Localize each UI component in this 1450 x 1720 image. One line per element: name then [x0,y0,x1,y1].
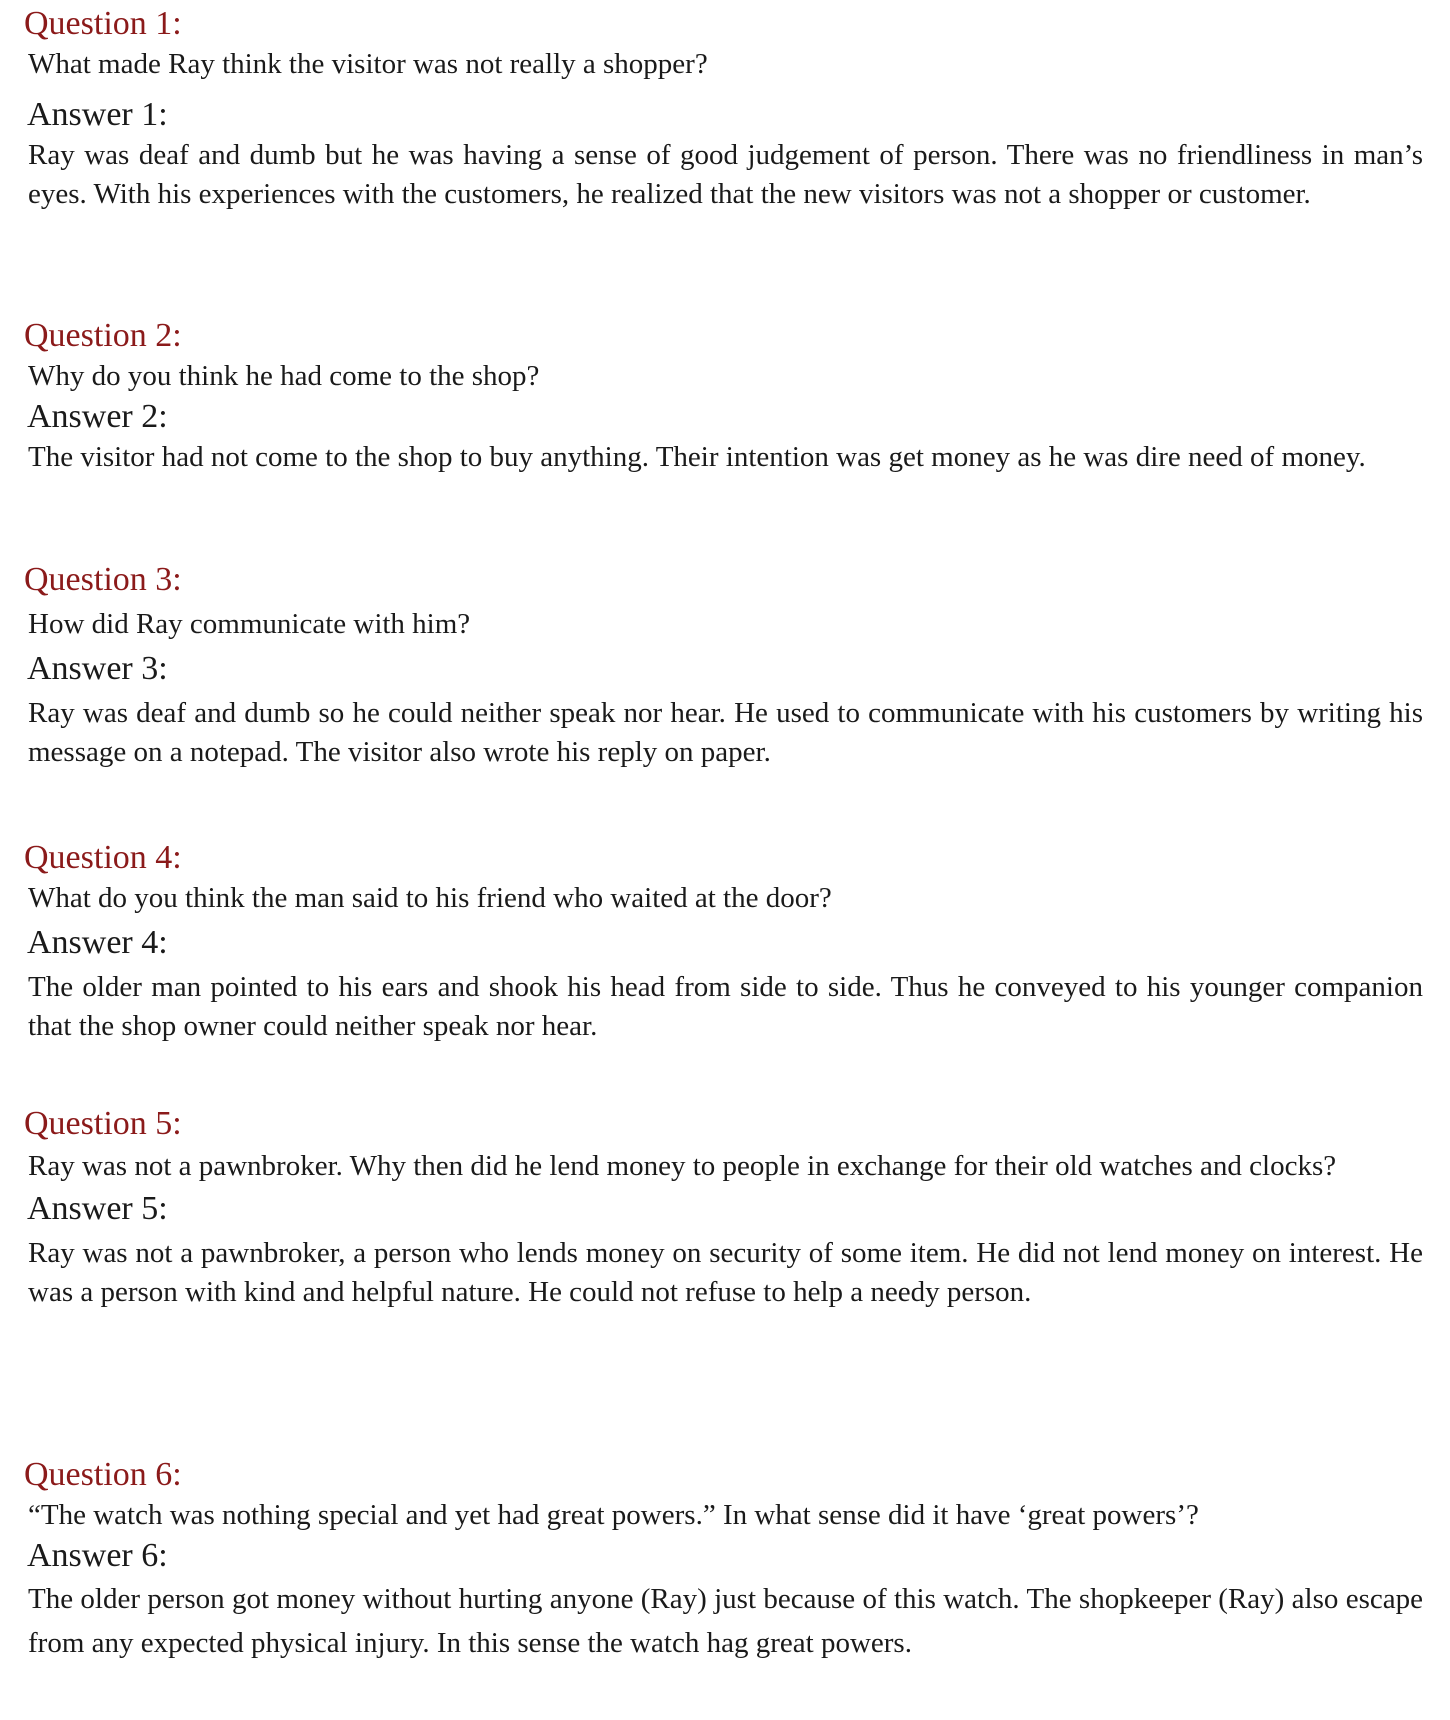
answer-heading: Answer 6: [27,1537,168,1574]
question-heading: Question 1: [24,5,182,42]
answer-heading: Answer 2: [27,398,168,435]
answer-text: Ray was deaf and dumb but he was having a sense of good judgement of person. There was no friendliness in man’s eyes. With his experiences with the customers, he realized that the new visitors was not a shopper or customer. [28,139,1423,210]
question-heading: Question 6: [24,1456,182,1493]
answer-text: Ray was deaf and dumb so he could neither speak nor hear. He used to communicate with his customers by writing his message on a notepad. The visitor also wrote his reply on paper. [28,697,1423,768]
qa-block-1 [24,4,1424,214]
qa-block-4 [24,838,1424,1046]
question-text: What do you think the man said to his friend who waited at the door? [28,882,832,914]
answer-heading: Answer 3: [27,650,168,687]
question-text: Ray was not a pawnbroker. Why then did he lend money to people in exchange for their old watches and clocks? [28,1150,1337,1182]
question-text: Why do you think he had come to the shop? [28,360,540,392]
question-heading: Question 4: [24,839,182,876]
answer-text: The older person got money without hurting anyone (Ray) just because of this watch. The shopkeeper (Ray) also escape from any expected physical injury. In this sense the watch hag great powers. [28,1583,1423,1659]
answer-heading: Answer 4: [27,924,168,961]
question-text: What made Ray think the visitor was not really a shopper? [28,48,708,80]
qa-block-2 [24,316,1424,477]
answer-heading: Answer 5: [27,1190,168,1227]
question-text: “The watch was nothing special and yet had great powers.” In what sense did it have ‘great powers’? [28,1499,1199,1531]
qa-block-3 [24,560,1424,772]
answer-text: Ray was not a pawnbroker, a person who lends money on security of some item. He did not lend money on interest. He was a person with kind and helpful nature. He could not refuse to help a needy person. [28,1237,1423,1308]
qa-block-5 [24,1104,1424,1312]
answer-text: The older man pointed to his ears and shook his head from side to side. Thus he conveyed to his younger companion that the shop owner could neither speak nor hear. [28,971,1423,1042]
question-text: How did Ray communicate with him? [28,608,471,640]
answer-text: The visitor had not come to the shop to buy anything. Their intention was get money as he was dire need of money. [28,441,1366,473]
qa-block-6 [24,1455,1424,1665]
question-heading: Question 2: [24,317,182,354]
question-heading: Question 5: [24,1105,182,1142]
answer-heading: Answer 1: [27,96,168,133]
question-heading: Question 3: [24,561,182,598]
